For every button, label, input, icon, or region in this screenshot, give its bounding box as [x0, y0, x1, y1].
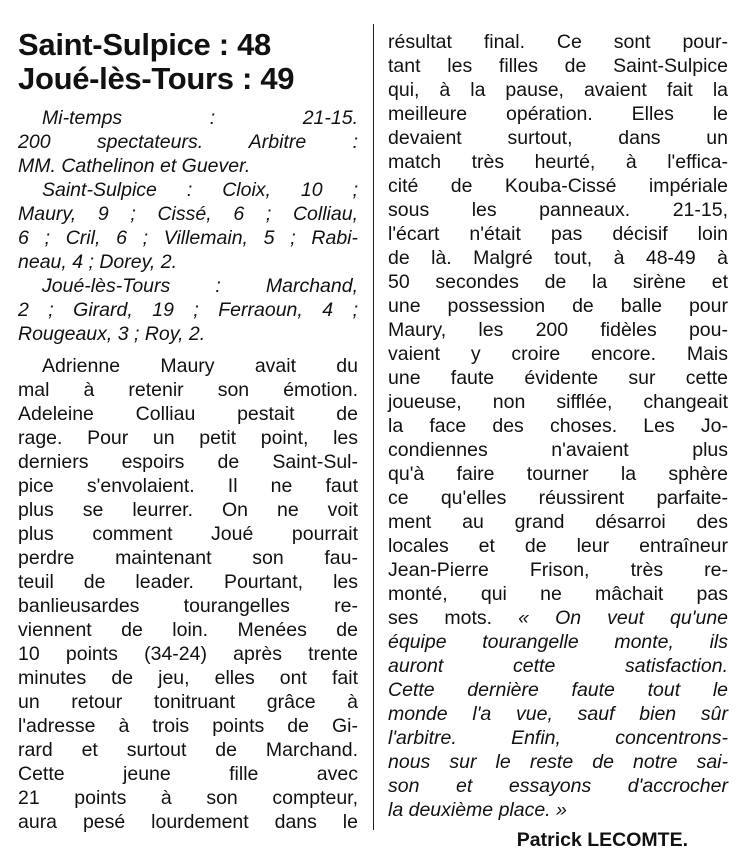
- body-line: 10 points (34-24) après trente: [18, 643, 358, 665]
- quote-line: monde l'a vue, sauf bien sûr: [388, 703, 728, 725]
- body-line: Adeleine Colliau pestait de: [18, 403, 358, 425]
- headline-away: Joué-lès-Tours : 49: [18, 61, 295, 96]
- body-line: minutes de jeu, elles ont fait: [18, 667, 358, 689]
- body-line-tail: ses mots.: [388, 607, 493, 629]
- quote-line: auront cette satisfaction.: [388, 655, 728, 677]
- body-line: banlieusardes tourangelles re-: [18, 595, 358, 617]
- body-line: joueuse, non sifflée, changeait: [388, 391, 728, 413]
- body-line: teuil de leader. Pourtant, les: [18, 571, 358, 593]
- body-line: meilleure opération. Elles le: [388, 103, 728, 125]
- body-line: vaient y croire encore. Mais: [388, 343, 728, 365]
- body-line: qu'à faire tourner la sphère: [388, 463, 728, 485]
- body-line: Cette jeune fille avec: [18, 763, 358, 785]
- body-line: perdre maintenant son fau-: [18, 547, 358, 569]
- body-line: ce qu'elles réussirent parfaite-: [388, 487, 728, 509]
- quote-line: nous sur le reste de notre sai-: [388, 751, 728, 773]
- body-line: plus comment Joué pourrait: [18, 523, 358, 545]
- article-body-left: [18, 354, 358, 834]
- body-line: Maury, les 200 fidèles pou-: [388, 319, 728, 341]
- body-line: mal à retenir son émotion.: [18, 379, 358, 401]
- body-line: sous les panneaux. 21-15,: [388, 199, 728, 221]
- match-stats: [18, 106, 358, 346]
- stats-line: Rougeaux, 3 ; Roy, 2.: [18, 323, 206, 345]
- stats-line: 200 spectateurs. Arbitre :: [18, 131, 358, 153]
- quote-line: Cette dernière faute tout le: [388, 679, 728, 701]
- body-line: tant les filles de Saint-Sulpice: [388, 55, 728, 77]
- author-signature: Patrick LECOMTE.: [516, 829, 688, 851]
- body-line: 21 points à son compteur,: [18, 787, 358, 809]
- body-line: pice s'envolaient. Il ne faut: [18, 475, 358, 497]
- body-line: 50 secondes de la sirène et: [388, 271, 728, 293]
- stats-line: Saint-Sulpice : Cloix, 10 ;: [42, 179, 358, 201]
- body-line: monté, qui ne mâchait pas: [388, 583, 728, 605]
- stats-line: 6 ; Cril, 6 ; Villemain, 5 ; Rabi-: [18, 227, 358, 249]
- body-line: l'adresse à trois points de Gi-: [18, 715, 358, 737]
- body-line: devaient surtout, dans un: [388, 127, 728, 149]
- body-line: rage. Pour un petit point, les: [18, 427, 358, 449]
- stats-line: Joué-lès-Tours : Marchand,: [42, 275, 358, 297]
- quote-start-line: [388, 606, 728, 630]
- body-line: aura pesé lourdement dans le: [18, 811, 358, 833]
- stats-line: neau, 4 ; Dorey, 2.: [18, 251, 177, 273]
- body-line: derniers espoirs de Saint-Sul-: [18, 451, 358, 473]
- right-column: [388, 0, 728, 852]
- body-line: Adrienne Maury avait du: [42, 355, 358, 377]
- body-line: condiennes n'avaient plus: [388, 439, 728, 461]
- quote-line: son et essayons d'accrocher: [388, 775, 728, 797]
- body-line: un retour tonitruant grâce à: [18, 691, 358, 713]
- body-line: ment au grand désarroi des: [388, 511, 728, 533]
- quote-line: l'arbitre. Enfin, concentrons-: [388, 727, 728, 749]
- body-line: qui, à la pause, avaient fait la: [388, 79, 728, 101]
- headline: [18, 28, 358, 96]
- body-line: plus se leurrer. On ne voit: [18, 499, 358, 521]
- body-line: l'écart n'était pas décisif loin: [388, 223, 728, 245]
- body-line: une possession de balle pour: [388, 295, 728, 317]
- stats-line: MM. Cathelinon et Guever.: [18, 155, 251, 177]
- body-line: viennent de loin. Menées de: [18, 619, 358, 641]
- quote-line: équipe tourangelle monte, ils: [388, 631, 728, 653]
- body-line: résultat final. Ce sont pour-: [388, 31, 728, 53]
- body-line: la face des choses. Les Jo-: [388, 415, 728, 437]
- quote-line: « On veut qu'une: [518, 607, 729, 629]
- stats-line: Maury, 9 ; Cissé, 6 ; Colliau,: [18, 203, 358, 225]
- body-line: match très heurté, à l'effica-: [388, 151, 728, 173]
- body-line: rard et surtout de Marchand.: [18, 739, 358, 761]
- quote-line: la deuxième place. »: [388, 799, 567, 821]
- body-line: locales et de leur entraîneur: [388, 535, 728, 557]
- body-line: Jean-Pierre Frison, très re-: [388, 559, 728, 581]
- article-body-right: [388, 30, 728, 822]
- headline-home: Saint-Sulpice : 48: [18, 27, 271, 62]
- body-line: une faute évidente sur cette: [388, 367, 728, 389]
- left-column: [18, 0, 358, 834]
- body-line: de là. Malgré tout, à 48-49 à: [388, 247, 728, 269]
- column-divider: [373, 24, 374, 830]
- body-line: cité de Kouba-Cissé impériale: [388, 175, 728, 197]
- stats-line: 2 ; Girard, 19 ; Ferraoun, 4 ;: [18, 299, 358, 321]
- stats-line: Mi-temps : 21-15.: [42, 107, 358, 129]
